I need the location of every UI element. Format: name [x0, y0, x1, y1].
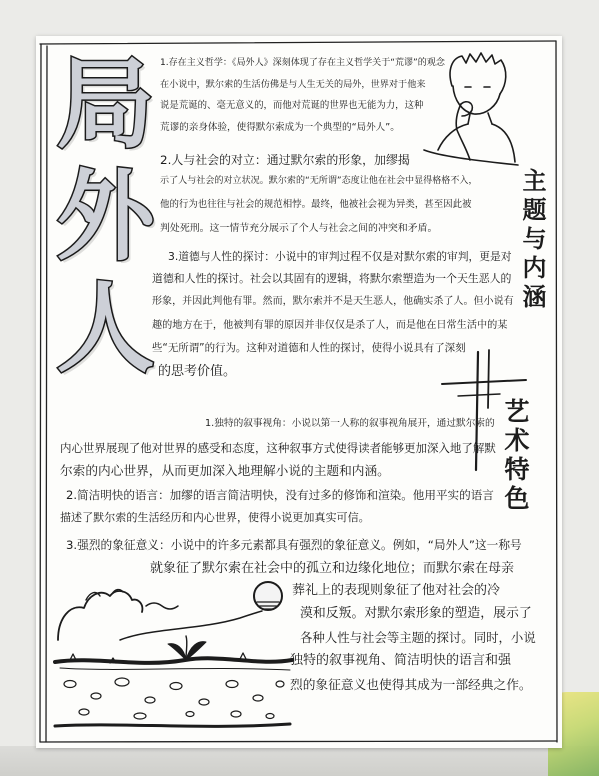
theme-point-3-line: 道德和人性的探讨。社会以其固有的逻辑，将默尔索塑造为一个天生恶人的 [152, 272, 512, 285]
art-point-3-line: 各种人性与社会等主题的探讨。同时，小说 [300, 630, 536, 645]
theme-point-2-line: 2.人与社会的对立：通过默尔索的形象，加缪揭 [160, 153, 410, 167]
theme-point-3-line: 些“无所谓”的行为。这种对道德和人性的探讨，使得小说具有了深刻 [152, 342, 466, 354]
art-point-3-line: 漠和反叛。对默尔索形象的塑造，展示了 [300, 606, 532, 621]
theme-point-3-line: 3.道德与人性的探讨：小说中的审判过程不仅是对默尔索的审判，更是对 [168, 250, 512, 263]
art-point-3-line: 烈的象征意义也使得其成为一部经典之作。 [290, 678, 532, 693]
art-point-1-line: 尔索的内心世界，从而更加深入地理解小说的主题和内涵。 [60, 463, 390, 478]
art-point-3-line: 独特的叙事视角、简洁明快的语言和强 [290, 653, 512, 668]
art-features-heading: 艺术特色 [501, 398, 530, 514]
art-point-2-line: 描述了默尔索的生活经历和内心世界，使得小说更加真实可信。 [60, 511, 370, 524]
theme-heading: 主题与内涵 [518, 168, 546, 313]
theme-point-2-line: 他的行为也往往与社会的规范相悖。最终，他被社会视为异类，甚至因此被 [160, 199, 472, 210]
theme-point-2-line: 判处死刑。这一情节充分展示了个人与社会之间的冲突和矛盾。 [160, 223, 438, 234]
art-point-3-line: 3.强烈的象征意义：小说中的许多元素都具有强烈的象征意义。例如，“局外人”这一称号 [66, 538, 522, 552]
art-point-2-line: 2.简洁明快的语言：加缪的语言简洁明快，没有过多的修饰和渲染。他用平实的语言 [66, 488, 494, 502]
theme-point-1-line: 荒谬的亲身体验，使得默尔索成为一个典型的“局外人”。 [160, 122, 400, 133]
theme-point-3-line: 趣的地方在于，他被判有罪的原因并非仅仅是杀了人，而是他在日常生活中的某 [152, 320, 508, 331]
theme-point-1-line: 说是荒诞的、毫无意义的，而他对荒诞的世界也无能为力，这种 [160, 100, 424, 111]
poster-title: 局外人 [40, 52, 154, 388]
theme-point-1-line: 1.存在主义哲学：《局外人》深刻体现了存在主义哲学关于“荒谬”的观念 [160, 58, 445, 68]
theme-point-3-line: 形象，并因此判他有罪。然而，默尔索并不是天生恶人，他确实杀了人。但小说有 [152, 296, 514, 307]
art-point-3-line: 葬礼上的表现则象征了他对社会的冷 [292, 583, 501, 598]
theme-point-2-line: 示了人与社会的对立状况。默尔索的“无所谓”态度让他在社会中显得格格不入， [160, 176, 478, 186]
theme-point-3-line: 的思考价值。 [158, 364, 237, 379]
art-point-3-line: 就象征了默尔索在社会中的孤立和边缘化地位；而默尔索在母亲 [150, 561, 515, 576]
art-point-1-line: 内心世界展现了他对世界的感受和态度，这种叙事方式使得读者能够更加深入地了解默 [60, 441, 496, 455]
theme-point-1-line: 在小说中，默尔索的生活仿佛是与人生无关的局外，世界对于他来 [160, 79, 426, 90]
art-point-1-line: 1.独特的叙事视角：小说以第一人称的叙事视角展开，通过默尔索的 [205, 418, 495, 429]
